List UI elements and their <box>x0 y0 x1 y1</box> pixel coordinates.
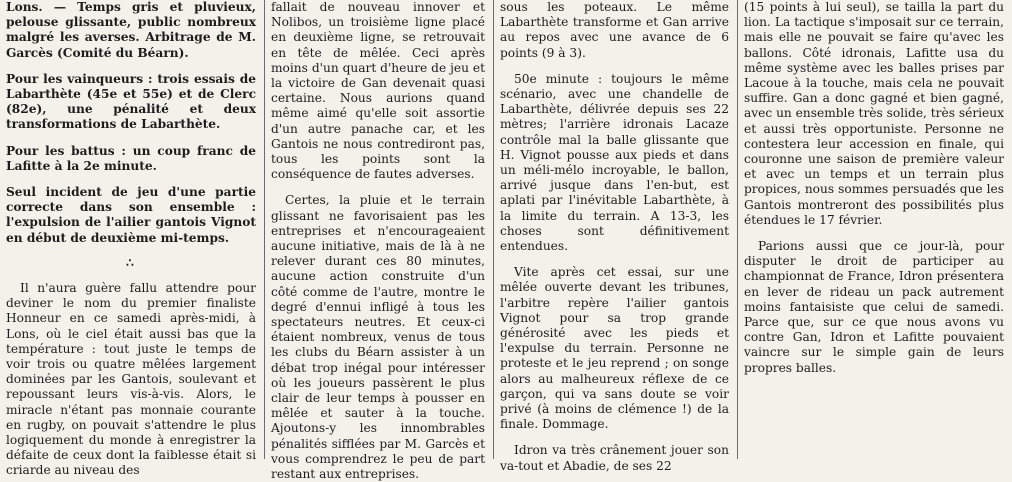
match-summary: Lons. — Temps gris et pluvieux, pelouse glissante, public nombreux malgré les averses. Arbitrage de M. Garcès (Comité du Béarn). <box>6 0 256 60</box>
incident-note: Seul incident de jeu d'une partie correcte dans son ensemble : l'expulsion de l'ailier gantois Vignot en début de deuxième mi-temps. <box>6 185 256 245</box>
column-2 <box>265 0 493 482</box>
section-separator: ∴ <box>126 255 136 270</box>
article-paragraph: Vite après cet essai, sur une mêlée ouverte devant les tribunes, l'arbitre repère l'ailier gantois Vignot pour sa trop grande générosité avec les pieds et l'expulse du terrain. Personne ne proteste et le jeu reprend ; on songe alors au malheureux réflexe de ce garçon, qui va sans doute se voir privé (à moins de clémence !) de la finale. Dommage. <box>500 265 729 432</box>
article-paragraph: Certes, la pluie et le terrain glissant ne favorisaient pas les entreprises et n'encourageaient aucune initiative, mais de là à ne relever durant ces 80 minutes, aucune action construite d'un côté comme de l'autre, montre le degré d'ennui infligé à tous les spectateurs neutres. Et ceux-ci étaient nombreux, venus de tous les clubs du Béarn assister à un débat trop inégal pour intéresser où les joueurs passèrent le plus clair de leur temps à pousser en mêlée et sauter à la touche. Ajoutons-y les innombrables pénalités sifflées par M. Garcès et vous comprendrez le peu de part restant aux entreprises. <box>271 193 485 482</box>
article-paragraph: sous les poteaux. Le même Labarthète transforme et Gan arrive au repos avec une avance de 6 points (9 à 3). <box>500 0 729 60</box>
column-3 <box>494 0 737 482</box>
article-paragraph: Il n'aura guère fallu attendre pour deviner le nom du premier finaliste Honneur en ce samedi après-midi, à Lons, où le ciel était aussi bas que la température : tout juste le temps de voir trois ou quatre mêlées largement dominées par les Gantois, soulevant et repoussant leurs vis-à-vis. Alors, le miracle n'étant pas monnaie courante en rugby, on pouvait s'attendre le plus logiquement du monde à enregistrer la défaite de ceux dont la faiblesse était si criarde au niveau des <box>6 281 256 478</box>
winners-scoring: Pour les vainqueurs : trois essais de Labarthète (45e et 55e) et de Clerc (82e), une pénalité et deux transformations de Labarthète. <box>6 71 256 132</box>
article-paragraph: (15 points à lui seul), se tailla la part du lion. La tactique s'imposait sur ce terrain, mais elle ne pouvait se faire qu'avec les ballons. Côté idronais, Lafitte usa du même système avec les balles prises par Lacoue à la touche, mais cela ne pouvait suffire. Gan a donc gagné et bien gagné, avec un ensemble très solide, très sérieux et aussi très opportuniste. Personne ne contestera leur accession en finale, qui couronne une saison de première valeur et avec un temps et un terrain plus propices, nous sommes persuadés que les Gantois montreront des possibilités plus étendues le 17 février. <box>744 0 1004 227</box>
losers-scoring: Pour les battus : un coup franc de Lafitte à la 2e minute. <box>6 143 256 173</box>
column-4 <box>738 0 1012 482</box>
article-paragraph: 50e minute : toujours le même scénario, avec une chandelle de Labarthète, délivrée depuis ses 22 mètres; l'arrière idronais Lacaze contrôle mal la balle glissante que H. Vignot pousse aux pieds et dans un méli-mélo incroyable, le ballon, arrivé jusque dans l'en-but, est aplati par l'inévitable Labarthète, à la limite du terrain. A 13-3, les choses sont définitivement entendues. <box>500 71 729 254</box>
article-paragraph: Idron va très crânement jouer son va-tout et Abadie, de ses 22 <box>500 443 729 473</box>
column-1 <box>0 0 264 482</box>
article-paragraph: fallait de nouveau innover et Nolibos, un troisième ligne placé en deuxième ligne, se retrouvait en tête de mêlée. Ceci après moins d'un quart d'heure de jeu et la victoire de Gan devenait quasi certaine. Nous aurions quand même aimé qu'elle soit assortie d'un autre panache car, et les Gantois ne nous contrediront pas, tous les points sont la conséquence de fautes adverses. <box>271 0 485 182</box>
article-paragraph: Parions aussi que ce jour-là, pour disputer le droit de participer au championnat de France, Idron présentera en lever de rideau un pack autrement moins fantaisiste que celui de samedi. Parce que, sur ce que nous avons vu contre Gan, Idron et Lafitte pouvaient vaincre sur le simple gain de leurs propres balles. <box>744 239 1004 375</box>
